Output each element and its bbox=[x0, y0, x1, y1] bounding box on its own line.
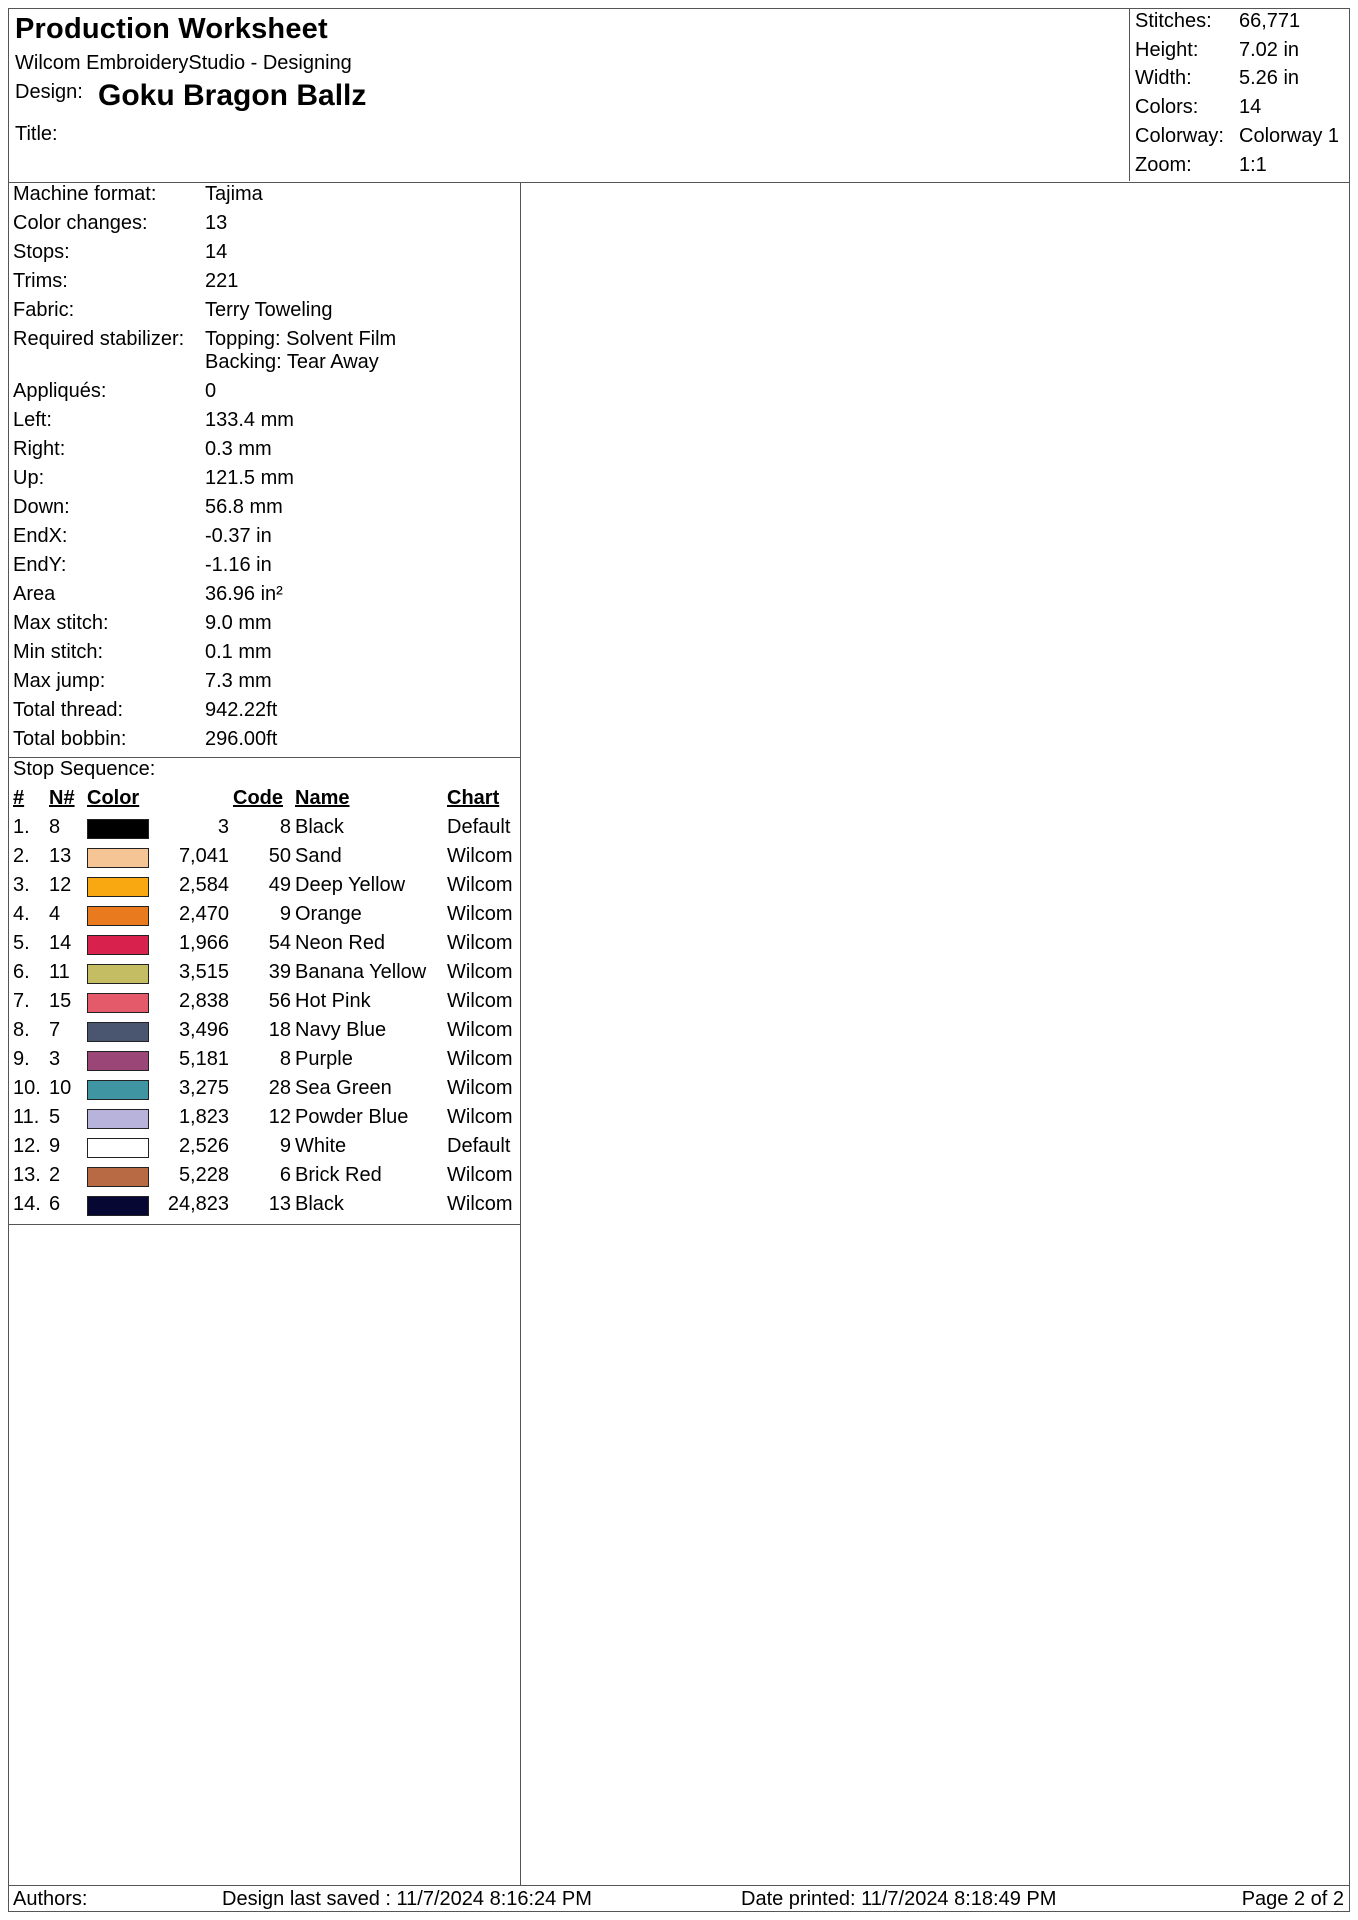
thread-name: Neon Red bbox=[295, 932, 386, 954]
info-label: Max jump: bbox=[13, 670, 106, 692]
thread-name: Black bbox=[295, 816, 344, 838]
thread-name: Navy Blue bbox=[295, 1019, 387, 1041]
info-value: 0.1 mm bbox=[205, 641, 272, 663]
thread-name: Hot Pink bbox=[295, 990, 371, 1012]
thread-chart: Wilcom bbox=[447, 961, 513, 983]
thread-name: Sea Green bbox=[295, 1077, 392, 1099]
info-value: 133.4 mm bbox=[205, 409, 294, 431]
stitch-count: 3,496 bbox=[178, 1019, 229, 1041]
thread-name: Powder Blue bbox=[295, 1106, 409, 1128]
thread-code: 9 bbox=[279, 1135, 291, 1157]
info-label: Max stitch: bbox=[13, 612, 109, 634]
stitch-count: 5,181 bbox=[178, 1048, 229, 1070]
needle-number: 15 bbox=[49, 990, 72, 1012]
header-needle: N# bbox=[49, 787, 75, 809]
color-swatch bbox=[87, 877, 149, 897]
page-number: Page 2 of 2 bbox=[1241, 1888, 1344, 1910]
stitch-count: 2,470 bbox=[178, 903, 229, 925]
design-summary: Stitches: 66,771 Height: 7.02 in Width: 5.26 in Colors: 14 Colorway: Colorway 1 Zoom: 1:1 bbox=[1129, 9, 1349, 181]
needle-number: 14 bbox=[49, 932, 72, 954]
thread-name: Deep Yellow bbox=[295, 874, 406, 896]
color-swatch bbox=[87, 848, 149, 868]
thread-name: Banana Yellow bbox=[295, 961, 427, 983]
info-label: Total bobbin: bbox=[13, 728, 127, 750]
thread-code: 50 bbox=[268, 845, 291, 867]
thread-chart: Wilcom bbox=[447, 1106, 513, 1128]
info-label: Left: bbox=[13, 409, 52, 431]
stop-index: 8. bbox=[13, 1019, 30, 1041]
stitch-count: 3 bbox=[217, 816, 229, 838]
info-value: Tajima bbox=[205, 183, 263, 205]
info-value: 36.96 in² bbox=[205, 583, 283, 605]
info-label: Trims: bbox=[13, 270, 68, 292]
thread-code: 18 bbox=[268, 1019, 291, 1041]
info-value: 56.8 mm bbox=[205, 496, 283, 518]
info-value: 296.00ft bbox=[205, 728, 278, 750]
color-swatch bbox=[87, 1138, 149, 1158]
thread-chart: Wilcom bbox=[447, 1164, 513, 1186]
thread-chart: Wilcom bbox=[447, 1077, 513, 1099]
needle-number: 4 bbox=[49, 903, 61, 925]
thread-code: 8 bbox=[279, 816, 291, 838]
stitch-count: 2,584 bbox=[178, 874, 229, 896]
stop-index: 13. bbox=[13, 1164, 41, 1186]
stop-sequence-title: Stop Sequence: bbox=[13, 758, 156, 780]
thread-chart: Default bbox=[447, 1135, 511, 1157]
thread-chart: Wilcom bbox=[447, 845, 513, 867]
stitch-count: 1,823 bbox=[178, 1106, 229, 1128]
color-swatch bbox=[87, 993, 149, 1013]
stop-index: 7. bbox=[13, 990, 30, 1012]
info-label: Stops: bbox=[13, 241, 70, 263]
date-printed: Date printed: 11/7/2024 8:18:49 PM bbox=[741, 1888, 1057, 1910]
color-swatch bbox=[87, 935, 149, 955]
needle-number: 12 bbox=[49, 874, 72, 896]
stop-index: 14. bbox=[13, 1193, 41, 1215]
needle-number: 7 bbox=[49, 1019, 61, 1041]
stop-index: 4. bbox=[13, 903, 30, 925]
stop-index: 9. bbox=[13, 1048, 30, 1070]
stop-index: 2. bbox=[13, 845, 30, 867]
thread-name: Purple bbox=[295, 1048, 353, 1070]
worksheet-header bbox=[9, 9, 1349, 183]
info-value: 14 bbox=[205, 241, 228, 263]
header-num: # bbox=[13, 787, 25, 809]
thread-code: 6 bbox=[279, 1164, 291, 1186]
thread-name: White bbox=[295, 1135, 347, 1157]
stop-index: 3. bbox=[13, 874, 30, 896]
info-label: Machine format: bbox=[13, 183, 157, 205]
needle-number: 3 bbox=[49, 1048, 61, 1070]
info-value: 0.3 mm bbox=[205, 438, 272, 460]
thread-code: 39 bbox=[268, 961, 291, 983]
authors-label: Authors: bbox=[13, 1888, 88, 1910]
info-value: 121.5 mm bbox=[205, 467, 294, 489]
stitch-count: 2,838 bbox=[178, 990, 229, 1012]
info-label: Right: bbox=[13, 438, 66, 460]
needle-number: 10 bbox=[49, 1077, 72, 1099]
color-swatch bbox=[87, 1080, 149, 1100]
stitch-count: 24,823 bbox=[167, 1193, 229, 1215]
stop-index: 11. bbox=[13, 1106, 40, 1128]
info-value: Terry Toweling bbox=[205, 299, 333, 321]
page-title: Production Worksheet bbox=[15, 13, 328, 45]
stitch-count: 5,228 bbox=[178, 1164, 229, 1186]
header-chart: Chart bbox=[447, 787, 500, 809]
thread-chart: Wilcom bbox=[447, 874, 513, 896]
needle-number: 8 bbox=[49, 816, 61, 838]
worksheet-footer bbox=[9, 1885, 1349, 1911]
info-value: 0 bbox=[205, 380, 217, 402]
header-color: Color bbox=[87, 787, 140, 809]
thread-code: 54 bbox=[268, 932, 291, 954]
application-name: Wilcom EmbroideryStudio - Designing bbox=[15, 52, 352, 74]
thread-chart: Wilcom bbox=[447, 990, 513, 1012]
needle-number: 6 bbox=[49, 1193, 61, 1215]
title-label: Title: bbox=[15, 123, 58, 145]
thread-code: 8 bbox=[279, 1048, 291, 1070]
info-label: EndY: bbox=[13, 554, 67, 576]
color-swatch bbox=[87, 1022, 149, 1042]
info-value: 7.3 mm bbox=[205, 670, 272, 692]
stop-index: 5. bbox=[13, 932, 30, 954]
thread-code: 49 bbox=[268, 874, 291, 896]
thread-code: 13 bbox=[268, 1193, 291, 1215]
color-swatch bbox=[87, 906, 149, 926]
thread-chart: Default bbox=[447, 816, 511, 838]
thread-chart: Wilcom bbox=[447, 1019, 513, 1041]
info-value-secondary: Backing: Tear Away bbox=[205, 351, 379, 373]
stop-index: 10. bbox=[13, 1077, 41, 1099]
info-label: Fabric: bbox=[13, 299, 75, 321]
stop-index: 6. bbox=[13, 961, 30, 983]
stitch-count: 7,041 bbox=[178, 845, 229, 867]
production-worksheet bbox=[8, 8, 1350, 1912]
thread-code: 28 bbox=[268, 1077, 291, 1099]
info-label: Total thread: bbox=[13, 699, 124, 721]
color-swatch bbox=[87, 964, 149, 984]
info-value: -0.37 in bbox=[205, 525, 272, 547]
stitch-count: 3,275 bbox=[178, 1077, 229, 1099]
thread-chart: Wilcom bbox=[447, 903, 513, 925]
thread-name: Black bbox=[295, 1193, 344, 1215]
design-label: Design: bbox=[15, 81, 83, 103]
info-value: 13 bbox=[205, 212, 228, 234]
color-swatch bbox=[87, 819, 149, 839]
header-code: Code bbox=[233, 787, 283, 809]
info-label: Color changes: bbox=[13, 212, 148, 234]
info-value: -1.16 in bbox=[205, 554, 272, 576]
stop-index: 12. bbox=[13, 1135, 41, 1157]
thread-name: Sand bbox=[295, 845, 342, 867]
thread-chart: Wilcom bbox=[447, 932, 513, 954]
needle-number: 11 bbox=[49, 961, 70, 983]
info-value: 9.0 mm bbox=[205, 612, 272, 634]
needle-number: 2 bbox=[49, 1164, 61, 1186]
stop-index: 1. bbox=[13, 816, 30, 838]
color-swatch bbox=[87, 1109, 149, 1129]
info-value: Topping: Solvent Film bbox=[205, 328, 397, 350]
thread-chart: Wilcom bbox=[447, 1048, 513, 1070]
section-divider bbox=[9, 1224, 521, 1225]
last-saved: Design last saved : 11/7/2024 8:16:24 PM bbox=[222, 1888, 592, 1910]
info-value: 942.22ft bbox=[205, 699, 278, 721]
design-info-panel bbox=[9, 183, 521, 1885]
info-label: Required stabilizer: bbox=[13, 328, 185, 350]
info-label: Up: bbox=[13, 467, 45, 489]
info-label: Appliqués: bbox=[13, 380, 107, 402]
info-label: Down: bbox=[13, 496, 70, 518]
thread-code: 56 bbox=[268, 990, 291, 1012]
needle-number: 5 bbox=[49, 1106, 61, 1128]
thread-name: Orange bbox=[295, 903, 362, 925]
stitch-count: 2,526 bbox=[178, 1135, 229, 1157]
info-label: Min stitch: bbox=[13, 641, 104, 663]
stitch-count: 3,515 bbox=[178, 961, 229, 983]
needle-number: 13 bbox=[49, 845, 72, 867]
color-swatch bbox=[87, 1167, 149, 1187]
thread-name: Brick Red bbox=[295, 1164, 382, 1186]
info-label: Area bbox=[13, 583, 56, 605]
design-name: Goku Bragon Ballz bbox=[98, 79, 367, 112]
thread-code: 12 bbox=[268, 1106, 291, 1128]
thread-code: 9 bbox=[279, 903, 291, 925]
header-name: Name bbox=[295, 787, 350, 809]
stitch-count: 1,966 bbox=[178, 932, 229, 954]
needle-number: 9 bbox=[49, 1135, 61, 1157]
info-value: 221 bbox=[205, 270, 239, 292]
color-swatch bbox=[87, 1051, 149, 1071]
color-swatch bbox=[87, 1196, 149, 1216]
thread-chart: Wilcom bbox=[447, 1193, 513, 1215]
info-label: EndX: bbox=[13, 525, 68, 547]
